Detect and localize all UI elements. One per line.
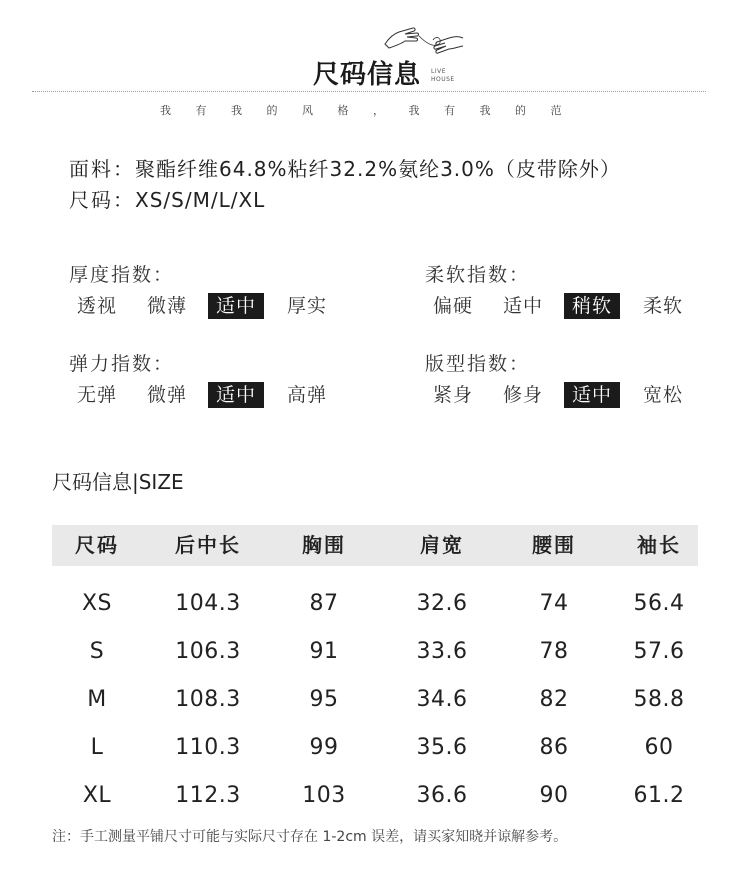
- index-option: 高弹: [287, 384, 328, 406]
- index-option: 微弹: [147, 384, 188, 406]
- index-option: 透视: [77, 295, 118, 317]
- index-option-selected: 适中: [564, 382, 620, 408]
- table-cell: 78: [539, 639, 569, 664]
- table-row: [52, 724, 698, 772]
- brand-mark: [431, 68, 455, 84]
- table-cell: 82: [539, 687, 569, 712]
- header: [0, 0, 750, 130]
- table-cell: 99: [309, 735, 339, 760]
- index-thickness: [69, 260, 359, 319]
- index-options: [69, 293, 359, 319]
- table-cell: XS: [81, 591, 113, 616]
- slogan: 我有我的风格，我有我的范: [160, 104, 586, 117]
- index-options: [425, 293, 715, 319]
- size-list-line: [69, 184, 265, 213]
- index-title: 弹力指数：: [69, 353, 175, 375]
- table-row: [52, 676, 698, 724]
- table-cell: 103: [302, 783, 346, 808]
- table-cell: 95: [309, 687, 339, 712]
- dotted-divider: [32, 91, 706, 92]
- index-option: 微薄: [147, 295, 188, 317]
- table-cell: 108.3: [175, 687, 241, 712]
- brand-line-2: HOUSE: [431, 76, 455, 83]
- table-cell: 90: [539, 783, 569, 808]
- index-options: [69, 382, 359, 408]
- brand-line-1: LIVE: [431, 68, 447, 75]
- index-option-selected: 适中: [208, 293, 264, 319]
- table-cell: 74: [539, 591, 569, 616]
- index-option: 适中: [503, 295, 544, 317]
- table-cell: 34.6: [416, 687, 468, 712]
- column-header: 腰围: [532, 533, 576, 557]
- table-cell: 57.6: [633, 639, 685, 664]
- table-row: [52, 772, 698, 820]
- table-cell: 61.2: [633, 783, 685, 808]
- table-row: [52, 628, 698, 676]
- column-header: 尺码: [75, 533, 119, 557]
- size-table: [52, 525, 698, 820]
- table-cell: 58.8: [633, 687, 685, 712]
- column-header: 肩宽: [420, 533, 464, 557]
- table-cell: 56.4: [633, 591, 685, 616]
- table-header-row: [52, 525, 698, 566]
- table-cell: 35.6: [416, 735, 468, 760]
- table-cell: L: [90, 735, 104, 760]
- column-header: 袖长: [637, 533, 681, 557]
- index-option: 厚实: [287, 295, 328, 317]
- fabric-line: [69, 153, 621, 182]
- size-list-value: XS/S/M/L/XL: [135, 188, 266, 212]
- table-row: [52, 580, 698, 628]
- table-cell: S: [89, 639, 105, 664]
- index-option: 紧身: [433, 384, 474, 406]
- column-header: 后中长: [175, 533, 241, 557]
- index-option: 无弹: [77, 384, 118, 406]
- index-softness: [425, 260, 715, 319]
- fabric-label: 面料：: [69, 157, 135, 181]
- fabric-value: 聚酯纤维64.8%粘纤32.2%氨纶3.0%（皮带除外）: [135, 157, 621, 181]
- table-cell: 91: [309, 639, 339, 664]
- table-cell: 87: [309, 591, 339, 616]
- measurement-note: 注：手工测量平铺尺寸可能与实际尺寸存在 1-2cm 误差，请买家知晓并谅解参考。: [52, 829, 568, 845]
- table-cell: 104.3: [175, 591, 241, 616]
- column-header: 胸围: [302, 533, 346, 557]
- index-option-selected: 稍软: [564, 293, 620, 319]
- index-option: 偏硬: [433, 295, 474, 317]
- index-elasticity: [69, 349, 359, 408]
- index-title: 厚度指数：: [69, 264, 175, 286]
- table-cell: 86: [539, 735, 569, 760]
- table-cell: XL: [82, 783, 112, 808]
- table-cell: 106.3: [175, 639, 241, 664]
- table-cell: M: [87, 687, 107, 712]
- page-title: 尺码信息: [313, 60, 422, 90]
- table-cell: 60: [644, 735, 674, 760]
- index-option: 宽松: [643, 384, 684, 406]
- index-options: [425, 382, 715, 408]
- size-list-label: 尺码：: [69, 188, 135, 212]
- index-fit: [425, 349, 715, 408]
- size-table-heading: 尺码信息|SIZE: [52, 470, 184, 494]
- table-cell: 110.3: [175, 735, 241, 760]
- table-cell: 36.6: [416, 783, 468, 808]
- table-cell: 32.6: [416, 591, 468, 616]
- index-title: 柔软指数：: [425, 264, 531, 286]
- index-option-selected: 适中: [208, 382, 264, 408]
- index-title: 版型指数：: [425, 353, 531, 375]
- index-option: 柔软: [643, 295, 684, 317]
- table-cell: 112.3: [175, 783, 241, 808]
- hands-logo-icon: [383, 22, 465, 58]
- table-cell: 33.6: [416, 639, 468, 664]
- index-option: 修身: [503, 384, 544, 406]
